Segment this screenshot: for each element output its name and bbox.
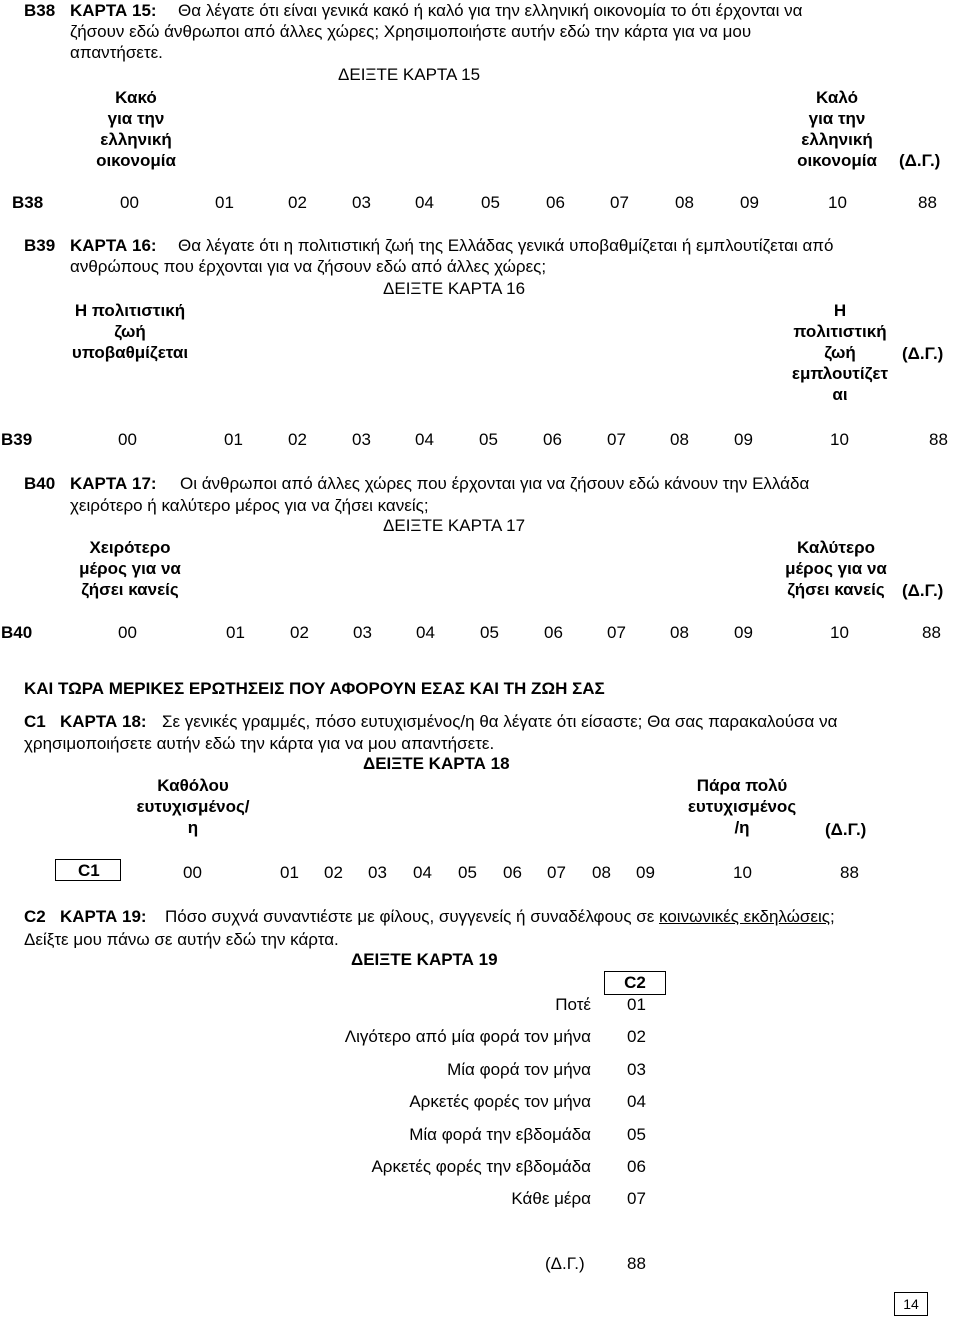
question-c2-line1: Πόσο συχνά συναντιέστε με φίλους, συγγενείς ή συναδέλφους σε κοινωνικές εκδηλώσεις;: [165, 907, 835, 926]
question-code-b39: B39: [24, 236, 56, 255]
scale-option[interactable]: 01: [215, 193, 234, 212]
social-events-underlined: κοινωνικές εκδηλώσεις: [659, 907, 830, 926]
anchor-left-b38: Κακό για την ελληνική οικονομία: [96, 88, 176, 170]
anchor-right-b39: Η πολιτιστική ζωή εμπλουτίζετ αι: [791, 301, 889, 404]
scale-option[interactable]: 02: [288, 430, 307, 449]
scale-option[interactable]: 05: [480, 623, 499, 642]
scale-label-b39: B39: [1, 430, 33, 449]
question-b39-line2: ανθρώπους που έρχονται για να ζήσουν εδώ από άλλες χώρες;: [70, 257, 547, 276]
scale-option[interactable]: 09: [734, 430, 753, 449]
c2-option-code[interactable]: 07: [627, 1189, 646, 1208]
card-label-19: ΚΑΡΤΑ 19:: [60, 907, 147, 926]
scale-label-b38: B38: [12, 193, 44, 212]
c2-column-header: C2: [604, 971, 666, 995]
scale-option[interactable]: 01: [224, 430, 243, 449]
question-b39-line1: Θα λέγατε ότι η πολιτιστική ζωή της Ελλάδας γενικά υποβαθμίζεται ή εμπλουτίζεται από: [178, 236, 834, 255]
question-c2-line2: Δείξτε μου πάνω σε αυτήν εδώ την κάρτα.: [24, 930, 339, 949]
scale-option[interactable]: 09: [636, 863, 655, 882]
scale-option[interactable]: 03: [352, 193, 371, 212]
scale-option[interactable]: 01: [280, 863, 299, 882]
show-card-15: ΔΕΙΞΤΕ ΚΑΡΤΑ 15: [338, 65, 481, 84]
scale-option[interactable]: 88: [929, 430, 948, 449]
show-card-19: ΔΕΙΞΤΕ ΚΑΡΤΑ 19: [351, 950, 498, 969]
scale-label-c1: C1: [55, 859, 121, 881]
c2-option-label: Μία φορά την εβδομάδα: [409, 1125, 591, 1144]
scale-option[interactable]: 02: [288, 193, 307, 212]
scale-option[interactable]: 04: [416, 623, 435, 642]
c2-option-code[interactable]: 04: [627, 1092, 646, 1111]
scale-option[interactable]: 00: [118, 430, 137, 449]
scale-option[interactable]: 04: [413, 863, 432, 882]
c2-dont-know-code: 88: [627, 1254, 646, 1273]
c2-dont-know-label: (Δ.Γ.): [545, 1254, 585, 1273]
question-code-c1: C1: [24, 712, 46, 731]
scale-option[interactable]: 03: [352, 430, 371, 449]
scale-option[interactable]: 01: [226, 623, 245, 642]
scale-option[interactable]: 08: [670, 623, 689, 642]
scale-option[interactable]: 10: [830, 430, 849, 449]
question-b38-line3: απαντήσετε.: [70, 43, 163, 62]
question-c1-line2: χρησιμοποιήσετε αυτήν εδώ την κάρτα για να μου απαντήσετε.: [24, 734, 495, 753]
anchor-right-b38: Καλό για την ελληνική οικονομία: [797, 88, 877, 170]
scale-option[interactable]: 03: [353, 623, 372, 642]
anchor-right-b40: Καλύτερο μέρος για να ζήσει κανείς: [785, 538, 887, 599]
show-card-17: ΔΕΙΞΤΕ ΚΑΡΤΑ 17: [383, 516, 526, 535]
scale-option[interactable]: 04: [415, 430, 434, 449]
scale-option[interactable]: 07: [547, 863, 566, 882]
question-b40-line1: Οι άνθρωποι από άλλες χώρες που έρχονται για να ζήσουν εδώ κάνουν την Ελλάδα: [180, 474, 810, 493]
c2-option-code[interactable]: 02: [627, 1027, 646, 1046]
anchor-left-c1: Καθόλου ευτυχισμένος/ η: [136, 776, 250, 837]
scale-option[interactable]: 09: [740, 193, 759, 212]
c2-option-code[interactable]: 06: [627, 1157, 646, 1176]
card-label-18: ΚΑΡΤΑ 18:: [60, 712, 147, 731]
show-card-16: ΔΕΙΞΤΕ ΚΑΡΤΑ 16: [383, 279, 526, 298]
scale-option[interactable]: 06: [503, 863, 522, 882]
scale-option[interactable]: 06: [544, 623, 563, 642]
c2-option-code[interactable]: 03: [627, 1060, 646, 1079]
scale-option[interactable]: 02: [290, 623, 309, 642]
scale-option[interactable]: 06: [543, 430, 562, 449]
scale-option[interactable]: 08: [592, 863, 611, 882]
scale-label-b40: B40: [1, 623, 33, 642]
c2-option-code[interactable]: 01: [627, 995, 646, 1014]
scale-option[interactable]: 07: [607, 430, 626, 449]
scale-option[interactable]: 04: [415, 193, 434, 212]
scale-option[interactable]: 08: [670, 430, 689, 449]
scale-option[interactable]: 88: [922, 623, 941, 642]
scale-option[interactable]: 10: [828, 193, 847, 212]
scale-option[interactable]: 05: [479, 430, 498, 449]
scale-option[interactable]: 08: [675, 193, 694, 212]
dont-know-b40: (Δ.Γ.): [902, 581, 944, 600]
scale-option[interactable]: 10: [830, 623, 849, 642]
question-code-b40: B40: [24, 474, 56, 493]
question-c1-line1: Σε γενικές γραμμές, πόσο ευτυχισμένος/η θα λέγατε ότι είσαστε; Θα σας παρακαλούσα να: [162, 712, 838, 731]
card-label-17: ΚΑΡΤΑ 17:: [70, 474, 157, 493]
section-heading: ΚΑΙ ΤΩΡΑ ΜΕΡΙΚΕΣ ΕΡΩΤΗΣΕΙΣ ΠΟΥ ΑΦΟΡΟΥΝ ΕΣΑΣ ΚΑΙ ΤΗ ΖΩΗ ΣΑΣ: [24, 679, 605, 698]
scale-option[interactable]: 00: [120, 193, 139, 212]
dont-know-b39: (Δ.Γ.): [902, 344, 944, 363]
c2-option-code[interactable]: 05: [627, 1125, 646, 1144]
c2-option-label: Ποτέ: [555, 995, 591, 1014]
scale-option[interactable]: 00: [118, 623, 137, 642]
anchor-left-b40: Χειρότερο μέρος για να ζήσει κανείς: [79, 538, 181, 599]
scale-option[interactable]: 06: [546, 193, 565, 212]
card-label-15: ΚΑΡΤΑ 15:: [70, 1, 157, 20]
c2-option-label: Αρκετές φορές την εβδομάδα: [371, 1157, 591, 1176]
card-label-16: ΚΑΡΤΑ 16:: [70, 236, 157, 255]
scale-option[interactable]: 05: [481, 193, 500, 212]
c2-option-label: Κάθε μέρα: [511, 1189, 591, 1208]
c2-option-label: Λιγότερο από μία φορά τον μήνα: [344, 1027, 591, 1046]
question-code-c2: C2: [24, 907, 46, 926]
c2-option-label: Μία φορά τον μήνα: [447, 1060, 591, 1079]
scale-option[interactable]: 07: [607, 623, 626, 642]
scale-option[interactable]: 07: [610, 193, 629, 212]
scale-option[interactable]: 88: [918, 193, 937, 212]
question-code-b38: B38: [24, 1, 56, 20]
question-b38-line2: ζήσουν εδώ άνθρωποι από άλλες χώρες; Χρησιμοποιήστε αυτήν εδώ την κάρτα για να μου: [70, 22, 752, 41]
show-card-18: ΔΕΙΞΤΕ ΚΑΡΤΑ 18: [363, 754, 510, 773]
scale-option[interactable]: 05: [458, 863, 477, 882]
anchor-right-c1: Πάρα πολύ ευτυχισμένος /η: [687, 776, 797, 837]
scale-option[interactable]: 10: [733, 863, 752, 882]
anchor-left-b39: Η πολιτιστική ζωή υποβαθμίζεται: [71, 301, 189, 362]
dont-know-c1: (Δ.Γ.): [825, 820, 867, 839]
scale-option[interactable]: 02: [324, 863, 343, 882]
scale-option[interactable]: 09: [734, 623, 753, 642]
question-b38-line1: Θα λέγατε ότι είναι γενικά κακό ή καλό για την ελληνική οικονομία το ότι έρχονται να: [178, 1, 803, 20]
scale-option[interactable]: 03: [368, 863, 387, 882]
question-b40-line2: χειρότερο ή καλύτερο μέρος για να ζήσει κανείς;: [70, 496, 429, 515]
scale-option[interactable]: 00: [183, 863, 202, 882]
page-number: 14: [894, 1292, 928, 1316]
dont-know-b38: (Δ.Γ.): [899, 151, 941, 170]
c2-option-label: Αρκετές φορές τον μήνα: [409, 1092, 591, 1111]
scale-option[interactable]: 88: [840, 863, 859, 882]
